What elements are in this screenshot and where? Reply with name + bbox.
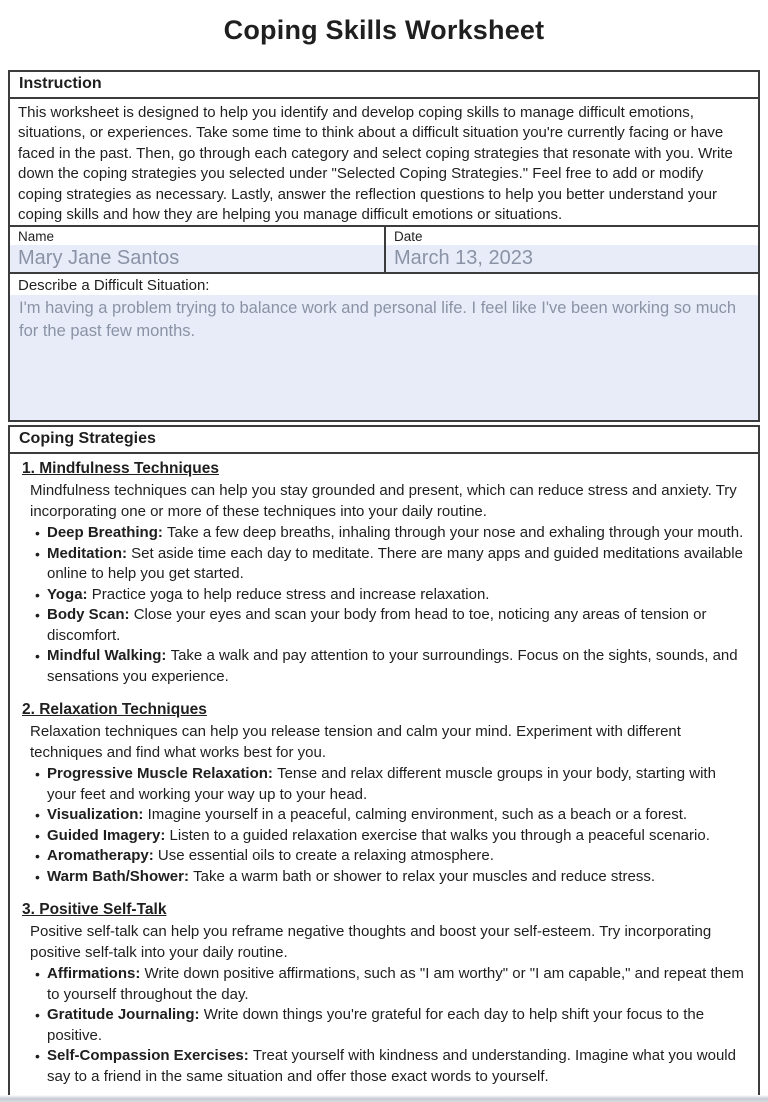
section-heading: 2. Relaxation Techniques [22, 701, 207, 718]
list-item: • Yoga: Practice yoga to help reduce stress and increase relaxation. [30, 585, 748, 606]
item-term: Self-Compassion Exercises: [47, 1047, 253, 1064]
bullet-icon: • [35, 545, 40, 562]
bullet-icon: • [35, 525, 40, 541]
list-item: • Gratitude Journaling: Write down things you're grateful for each day to help shift your focus to the positive. [35, 1006, 705, 1044]
bullet-icon: • [35, 827, 40, 844]
section-heading: 1. Mindfulness Techniques [22, 460, 219, 477]
bullet-icon: • [35, 848, 40, 864]
section-intro: Positive self-talk can help you reframe negative thoughts and boost your self-esteem. Try incorporating positive self-talk into your daily routine. [30, 923, 712, 961]
item-term: Guided Imagery: [47, 826, 170, 844]
name-label: Name [18, 229, 55, 244]
bullet-icon: • [35, 766, 40, 782]
page-edge-shadow [0, 1095, 768, 1102]
bullet-icon: • [35, 1007, 40, 1023]
item-term: Gratitude Journaling: [47, 1006, 204, 1023]
item-term: Aromatherapy: [47, 847, 158, 864]
bullet-icon: • [35, 648, 40, 664]
coping-section [22, 455, 748, 687]
list-item: • Guided Imagery: Listen to a guided relaxation exercise that walks you through a peaceful scenario. [30, 826, 748, 847]
item-term: Progressive Muscle Relaxation: [47, 765, 278, 782]
list-item: • Progressive Muscle Relaxation: Tense and relax different muscle groups in your body, starting with your feet and working your way up to your head. [35, 765, 716, 803]
list-item: • Deep Breathing: Take a few deep breaths, inhaling through your nose and exhaling through your mouth. [30, 523, 748, 544]
instruction-and-fields-box [8, 70, 760, 422]
coping-sections [10, 454, 758, 1095]
section-items [30, 763, 748, 887]
situation-field[interactable]: I'm having a problem trying to balance work and personal life. I feel like I've been working so much for the past few months. [10, 295, 758, 420]
section-intro: Relaxation techniques can help you release tension and calm your mind. Experiment with different techniques and find what works best for you. [30, 723, 681, 761]
item-term: Deep Breathing: [47, 524, 168, 541]
instruction-text: This worksheet is designed to help you identify and develop coping skills to manage difficult emotions, situations, or experiences. Take some time to think about a difficult situation you're currently facing or have faced in the past. Then, go through each category and select coping strategies that resonate with you. Write down the coping strategies you selected under "Selected Coping Strategies." Feel free to add or modify coping strategies as necessary. Lastly, answer the reflection questions to help you better understand your coping skills and how they are helping you manage difficult emotions or situations. [10, 99, 758, 227]
item-term: Meditation: [47, 544, 132, 562]
list-item: • Mindful Walking: Take a walk and pay attention to your surroundings. Focus on the sights, sounds, and sensations you experience. [35, 647, 738, 685]
item-term: Yoga: [47, 585, 92, 603]
section-intro: Mindfulness techniques can help you stay grounded and present, which can reduce stress and anxiety. Try incorporating one or more of these techniques into your daily routine. [30, 482, 737, 520]
section-heading: 3. Positive Self-Talk [22, 901, 167, 918]
instruction-header: Instruction [10, 72, 758, 99]
item-term: Warm Bath/Shower: [47, 867, 194, 885]
section-items [30, 963, 748, 1087]
coping-section [22, 696, 748, 887]
item-term: Affirmations: [47, 965, 145, 982]
coping-strategies-header: Coping Strategies [10, 427, 758, 454]
bullet-icon: • [35, 966, 40, 982]
page-title: Coping Skills Worksheet [223, 15, 545, 45]
list-item: • Meditation: Set aside time each day to meditate. There are many apps and guided meditations available online to help you get started. [35, 544, 743, 582]
item-term: Body Scan: [47, 606, 134, 623]
item-term: Mindful Walking: [47, 647, 171, 664]
list-item: • Visualization: Imagine yourself in a peaceful, calming environment, such as a beach or a forest. [30, 805, 748, 826]
item-term: Visualization: [47, 806, 148, 823]
list-item: • Affirmations: Write down positive affirmations, such as "I am worthy" or "I am capable," and repeat them to yourself throughout the day. [35, 965, 744, 1003]
list-item: • Warm Bath/Shower: Take a warm bath or shower to relax your muscles and reduce stress. [30, 867, 748, 888]
section-items [30, 522, 748, 687]
date-cell [384, 227, 758, 272]
name-field[interactable]: Mary Jane Santos [10, 245, 384, 272]
bullet-icon: • [35, 586, 40, 603]
name-cell [10, 227, 384, 272]
bullet-icon: • [35, 607, 40, 623]
bullet-icon: • [35, 1048, 40, 1064]
name-date-row [10, 227, 758, 274]
date-field[interactable]: March 13, 2023 [386, 245, 758, 272]
coping-section [22, 896, 748, 1087]
list-item: • Body Scan: Close your eyes and scan your body from head to toe, noticing any areas of tension or discomfort. [35, 606, 707, 644]
date-label: Date [394, 229, 423, 244]
bullet-icon: • [35, 807, 40, 823]
bullet-icon: • [35, 868, 40, 885]
coping-strategies-box [8, 425, 760, 1100]
list-item: • Aromatherapy: Use essential oils to create a relaxing atmosphere. [30, 846, 748, 867]
list-item: • Self-Compassion Exercises: Treat yourself with kindness and understanding. Imagine what you would say to a friend in the same situation and offer those exact words to yourself. [35, 1047, 736, 1085]
situation-label: Describe a Difficult Situation: [18, 277, 210, 294]
